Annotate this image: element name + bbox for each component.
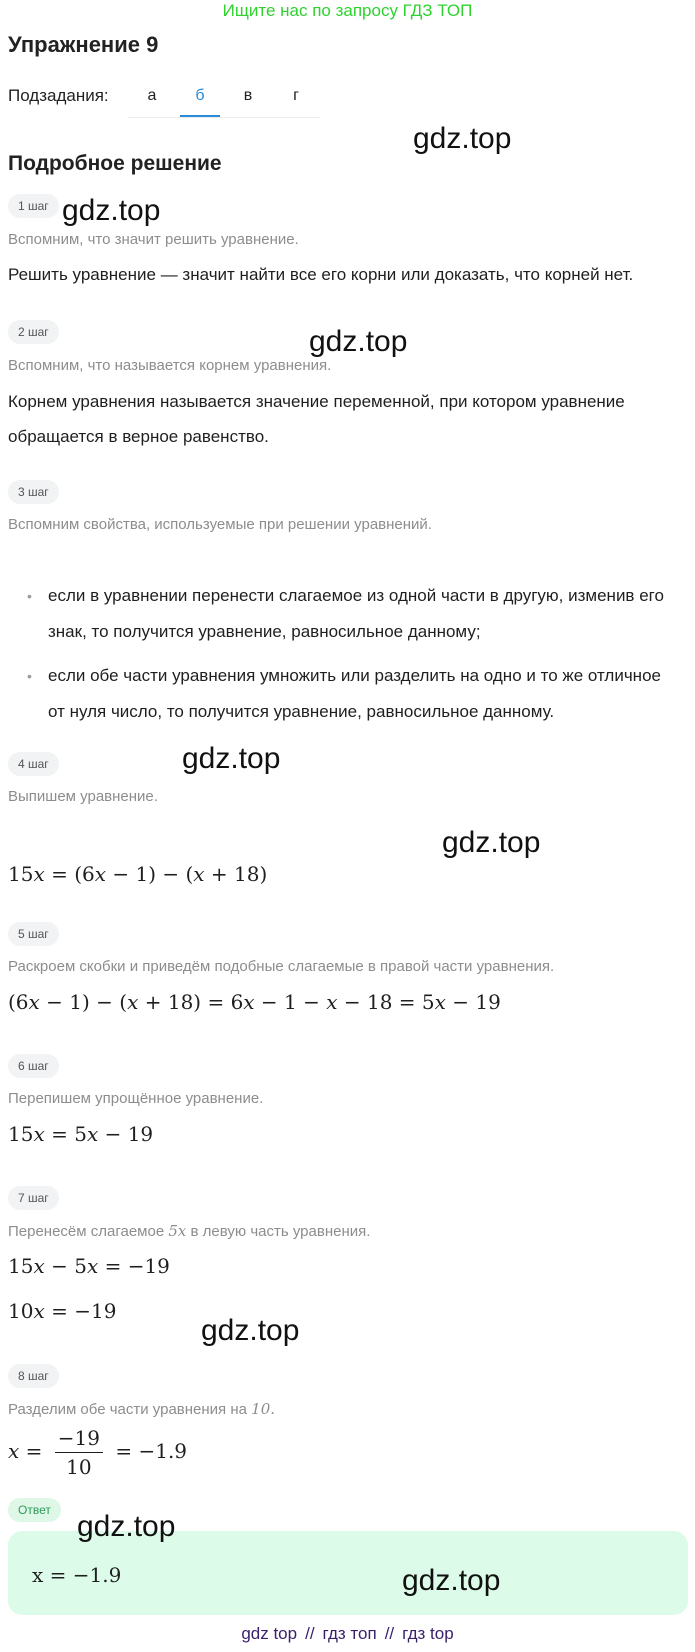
subtasks-tabs: [128, 77, 320, 118]
footer-separator: //: [384, 1624, 395, 1643]
step-2-text-line2: обращается в верное равенство.: [8, 427, 269, 446]
section-title: Подробное решение: [8, 152, 222, 175]
step-7-hint-math: 5x: [168, 1222, 187, 1240]
equation-solution: x = $\frac{-19}{10}$ = −1.9: [8, 1426, 188, 1479]
step-8-badge: 8 шаг: [8, 1364, 59, 1388]
step-4-badge: 4 шаг: [8, 752, 59, 776]
step-5-badge: 5 шаг: [8, 922, 59, 946]
tab-b[interactable]: б: [176, 77, 224, 115]
step-1-text: Решить уравнение — значит найти все его корни или доказать, что корней нет.: [8, 265, 634, 284]
watermark: gdz.top: [442, 826, 541, 859]
equation-combined: 10x = −19: [8, 1299, 117, 1323]
footer-link-gdz-top[interactable]: gdz top: [241, 1624, 298, 1643]
step-6-badge: 6 шаг: [8, 1054, 59, 1078]
step-2-hint: Вспомним, что называется корнем уравнения.: [8, 357, 332, 374]
equation-simplified: 15x = 5x − 19: [8, 1122, 154, 1146]
list-item: • если обе части уравнения умножить или разделить на одно и то же отличное от нуля число, то получится уравнение, равносильное данному.: [22, 658, 682, 730]
footer-link-gdz-top-ru[interactable]: гдз топ: [322, 1624, 377, 1643]
step-1-hint: Вспомним, что значит решить уравнение.: [8, 231, 299, 248]
step-7-hint: [8, 1222, 370, 1240]
answer-badge: Ответ: [8, 1498, 61, 1522]
equation-original: 15x = (6x − 1) − (x + 18): [8, 862, 268, 886]
watermark: gdz.top: [182, 742, 281, 775]
fraction: $\frac{-19}{10}$: [55, 1426, 103, 1479]
step-7-hint-pre: Перенесём слагаемое: [8, 1223, 165, 1240]
step-3-badge: 3 шаг: [8, 480, 59, 504]
step-3-hint: Вспомним свойства, используемые при решении уравнений.: [8, 516, 432, 533]
step-4-hint: Выпишем уравнение.: [8, 788, 158, 805]
footer-link-gdz-top-mixed[interactable]: гдз top: [402, 1624, 454, 1643]
list-item: • если в уравнении перенести слагаемое из одной части в другую, изменив его знак, то получится уравнение, равносильное данному;: [22, 578, 682, 650]
watermark: gdz.top: [62, 194, 161, 227]
step-2-text-line1: Корнем уравнения называется значение переменной, при котором уравнение: [8, 392, 625, 411]
step-7-badge: 7 шаг: [8, 1186, 59, 1210]
tab-v[interactable]: в: [243, 87, 253, 104]
step-8-hint-math: 10.: [251, 1400, 276, 1418]
watermark: gdz.top: [309, 325, 408, 358]
tab-a[interactable]: а: [147, 87, 157, 104]
properties-list: [22, 578, 682, 738]
equation-move: 15x − 5x = −19: [8, 1254, 170, 1278]
step-6-hint: Перепишем упрощённое уравнение.: [8, 1090, 264, 1107]
step-8-hint-pre: Разделим обе части уравнения на: [8, 1401, 247, 1418]
watermark: gdz.top: [77, 1510, 176, 1543]
step-5-hint: Раскроем скобки и приведём подобные слагаемые в правой части уравнения.: [8, 958, 555, 975]
step-1-badge: 1 шаг: [8, 194, 59, 218]
watermark: gdz.top: [201, 1314, 300, 1347]
search-banner: Ищите нас по запросу ГДЗ ТОП: [222, 1, 473, 20]
equation-expanded: (6x − 1) − (x + 18) = 6x − 1 − x − 18 = 5x − 19: [8, 990, 501, 1014]
tab-g[interactable]: г: [293, 87, 299, 104]
subtasks-label: Подзадания:: [8, 86, 109, 105]
footer-links: [0, 1624, 695, 1644]
page-title: Упражнение 9: [8, 32, 159, 57]
step-7-hint-post: в левую часть уравнения.: [190, 1223, 371, 1240]
watermark: gdz.top: [402, 1564, 501, 1597]
step-8-hint: [8, 1400, 275, 1418]
footer-separator: //: [305, 1624, 315, 1643]
watermark: gdz.top: [413, 122, 512, 155]
step-2-badge: 2 шаг: [8, 320, 59, 344]
answer-value: x = −1.9: [32, 1563, 122, 1587]
